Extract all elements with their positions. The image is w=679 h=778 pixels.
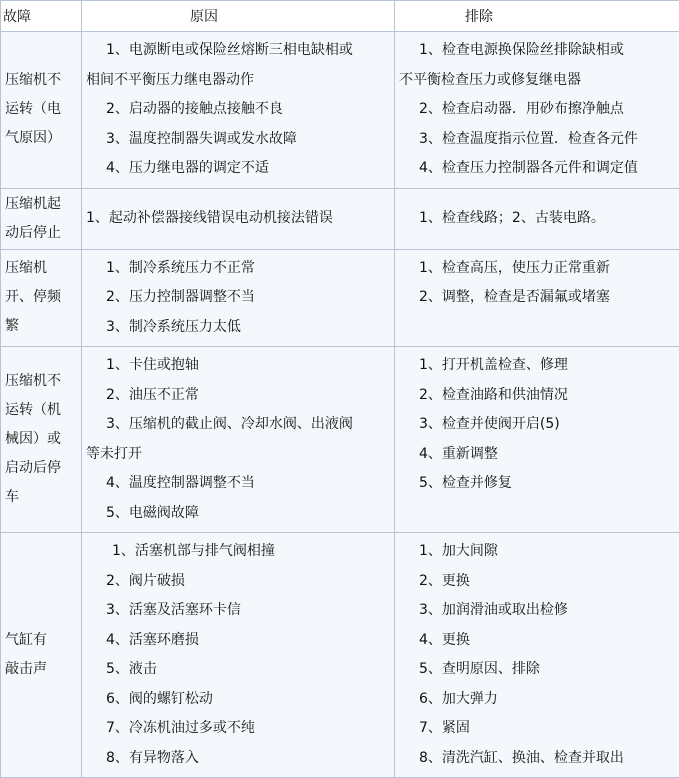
fault-text: 开、停频 — [5, 283, 77, 312]
cause-item: 3、压缩机的截止阀、冷却水阀、出液阀 — [86, 410, 390, 440]
fault-text: 压缩机不 — [5, 66, 77, 95]
cause-cell — [82, 533, 395, 778]
remedy-item: 不平衡检查压力或修复继电器 — [399, 66, 675, 96]
fault-text: 气缸有 — [5, 626, 77, 655]
fault-cell — [1, 32, 82, 189]
cause-item: 相间不平衡压力继电器动作 — [86, 66, 390, 96]
remedy-item: 8、清洗汽缸、换油、检查并取出 — [399, 744, 675, 774]
fault-text: 启动后停 — [5, 454, 77, 483]
remedy-item: 6、加大弹力 — [399, 685, 675, 715]
cause-item: 1、活塞机部与排气阀相撞 — [86, 537, 390, 567]
remedy-item: 2、检查油路和供油情况 — [399, 381, 675, 411]
remedy-item: 1、打开机盖检查、修理 — [399, 351, 675, 381]
cause-item: 4、温度控制器调整不当 — [86, 469, 390, 499]
remedy-item: 4、更换 — [399, 626, 675, 656]
remedy-item: 2、更换 — [399, 567, 675, 597]
cause-item: 6、阀的螺钉松动 — [86, 685, 390, 715]
cause-item: 3、制冷系统压力太低 — [86, 313, 390, 343]
remedy-cell — [395, 249, 679, 347]
header-cause-label: 原因 — [82, 6, 394, 26]
fault-text: 压缩机 — [5, 254, 77, 283]
cause-item: 5、电磁阀故障 — [86, 499, 390, 529]
cause-cell — [82, 249, 395, 347]
cause-item: 2、启动器的接触点接触不良 — [86, 95, 390, 125]
remedy-item: 5、检查并修复 — [399, 469, 675, 499]
remedy-item: 2、调整，检查是否漏氟或堵塞 — [399, 283, 675, 313]
fault-text: 械因）或 — [5, 425, 77, 454]
remedy-item: 4、重新调整 — [399, 440, 675, 470]
fault-cell — [1, 533, 82, 778]
header-remedy — [395, 1, 679, 32]
remedy-cell — [395, 533, 679, 778]
cause-item: 4、压力继电器的调定不适 — [86, 154, 390, 184]
cause-cell — [82, 32, 395, 189]
remedy-item: 1、加大间隙 — [399, 537, 675, 567]
remedy-item: 7、紧固 — [399, 714, 675, 744]
remedy-item: 5、查明原因、排除 — [399, 655, 675, 685]
header-row — [1, 1, 679, 32]
fault-cell — [1, 188, 82, 249]
remedy-item: 4、检查压力控制器各元件和调定值 — [399, 154, 675, 184]
cause-item: 2、油压不正常 — [86, 381, 390, 411]
cause-item: 3、温度控制器失调或发水故障 — [86, 125, 390, 155]
remedy-item: 2、检查启动器．用砂布擦净触点 — [399, 95, 675, 125]
table-row — [1, 347, 679, 533]
fault-text: 运转（电 — [5, 95, 77, 124]
remedy-cell — [395, 32, 679, 189]
cause-item: 1、制冷系统压力不正常 — [86, 254, 390, 284]
header-remedy-label: 排除 — [395, 6, 679, 26]
cause-cell — [82, 347, 395, 533]
cause-cell — [82, 188, 395, 249]
remedy-item: 3、检查并使阀开启(5) — [399, 410, 675, 440]
header-fault — [1, 1, 82, 32]
cause-item: 1、卡住或抱轴 — [86, 351, 390, 381]
cause-item: 8、有异物落入 — [86, 744, 390, 774]
cause-item: 2、压力控制器调整不当 — [86, 283, 390, 313]
fault-text: 运转（机 — [5, 396, 77, 425]
cause-item: 等未打开 — [86, 440, 390, 470]
cause-item: 5、液击 — [86, 655, 390, 685]
remedy-item: 3、检查温度指示位置．检查各元件 — [399, 125, 675, 155]
fault-text: 动后停止 — [5, 219, 77, 248]
cause-item: 4、活塞环磨损 — [86, 626, 390, 656]
table-row — [1, 249, 679, 347]
fault-text: 车 — [5, 483, 77, 512]
fault-text: 气原因） — [5, 124, 77, 153]
cause-item: 1、电源断电或保险丝熔断三相电缺相或 — [86, 36, 390, 66]
fault-text: 压缩机不 — [5, 367, 77, 396]
remedy-cell — [395, 347, 679, 533]
fault-text: 压缩机起 — [5, 190, 77, 219]
table-row — [1, 533, 679, 778]
fault-text: 繁 — [5, 312, 77, 341]
fault-cell — [1, 249, 82, 347]
cause-item: 2、阀片破损 — [86, 567, 390, 597]
fault-cell — [1, 347, 82, 533]
fault-text: 敲击声 — [5, 655, 77, 684]
remedy-item: 1、检查高压，使压力正常重新 — [399, 254, 675, 284]
table-row — [1, 188, 679, 249]
remedy-cell — [395, 188, 679, 249]
header-fault-label: 故障 — [1, 6, 81, 26]
cause-item: 7、冷冻机油过多或不纯 — [86, 714, 390, 744]
header-cause — [82, 1, 395, 32]
cause-item: 3、活塞及活塞环卡信 — [86, 596, 390, 626]
cause-item: 1、起动补偿器接线错误电动机接法错误 — [86, 204, 390, 234]
table-row — [1, 32, 679, 189]
remedy-item: 3、加润滑油或取出检修 — [399, 596, 675, 626]
remedy-item: 1、检查电源换保险丝排除缺相或 — [399, 36, 675, 66]
remedy-item: 1、检查线路；2、古装电路。 — [399, 204, 675, 234]
